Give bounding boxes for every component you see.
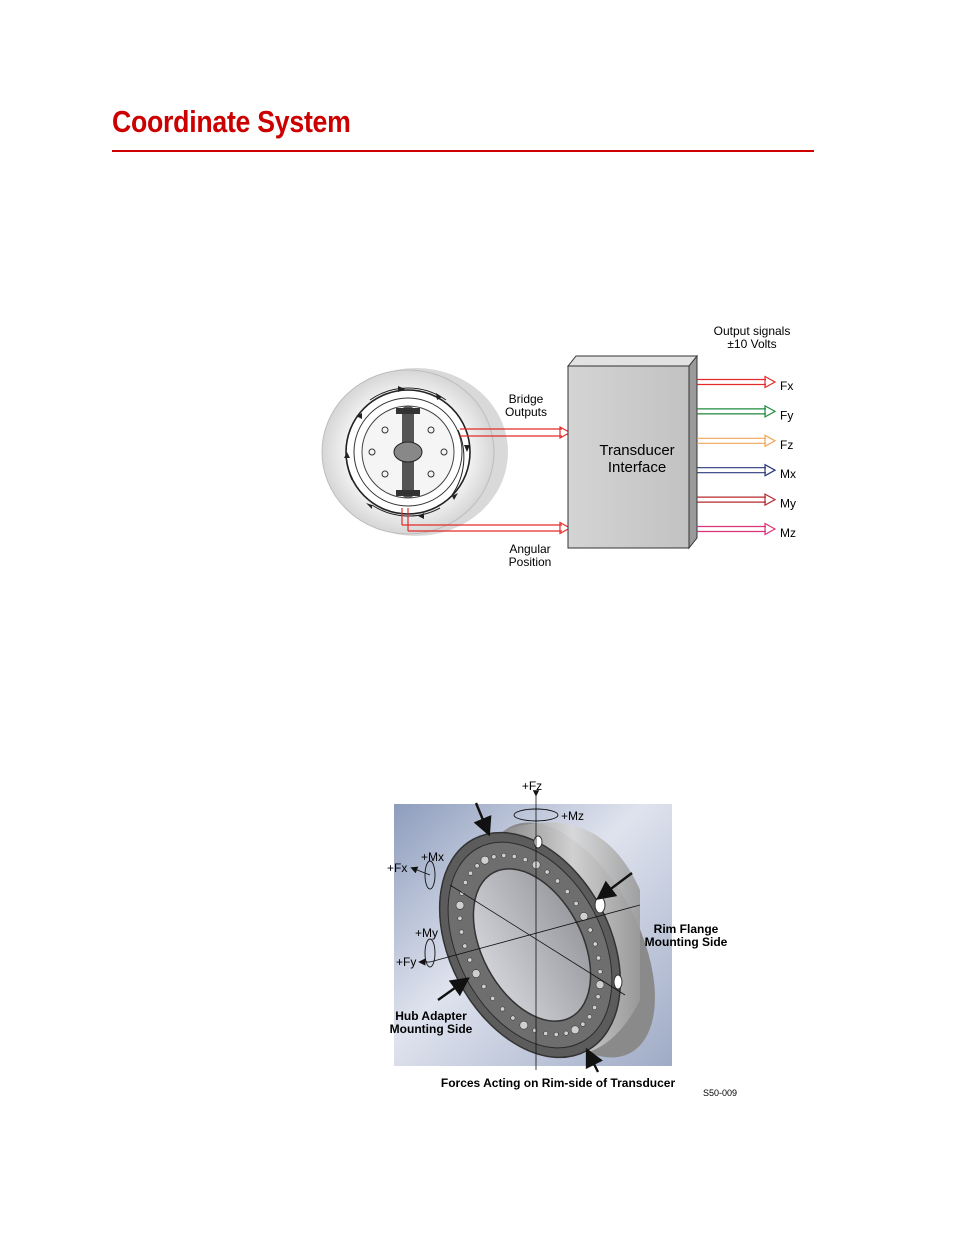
ring-hole bbox=[596, 956, 600, 960]
ring-hole bbox=[468, 871, 472, 875]
ring-hole bbox=[458, 916, 462, 920]
bridge-label-line2: Outputs bbox=[504, 405, 548, 419]
ring-hole bbox=[500, 1007, 504, 1011]
ring-hole bbox=[520, 1021, 528, 1029]
ring-hole bbox=[502, 853, 506, 857]
ring-hole bbox=[459, 930, 463, 934]
angular-label-line1: Angular bbox=[509, 542, 551, 556]
ring-hole bbox=[492, 855, 496, 859]
ring-hole bbox=[564, 1031, 568, 1035]
mx-label: +Mx bbox=[421, 850, 445, 864]
ring-hole bbox=[574, 901, 578, 905]
ring-hole bbox=[565, 889, 569, 893]
my-label: +My bbox=[415, 926, 439, 940]
ring-hole bbox=[472, 970, 480, 978]
ring-hole bbox=[511, 1016, 515, 1020]
ring-hole bbox=[593, 942, 597, 946]
ring-hole bbox=[475, 864, 479, 868]
signal-label-fx: Fx bbox=[780, 379, 794, 393]
ring-hole bbox=[596, 981, 604, 989]
ring-hole bbox=[596, 995, 600, 999]
mz-label: +Mz bbox=[561, 809, 585, 823]
ring-hole bbox=[463, 944, 467, 948]
box-label-line1: Transducer bbox=[599, 442, 675, 459]
ring-hole bbox=[592, 1005, 596, 1009]
fx-label: +Fx bbox=[387, 861, 408, 875]
ring-hole bbox=[544, 1031, 548, 1035]
ring-hole bbox=[598, 970, 602, 974]
fy-label: +Fy bbox=[396, 955, 417, 969]
ring-hole bbox=[555, 879, 559, 883]
ring-hole bbox=[523, 857, 527, 861]
output-header-line2: ±10 Volts bbox=[727, 337, 777, 351]
ring-hole bbox=[456, 901, 464, 909]
signal-label-fy: Fy bbox=[780, 408, 794, 423]
ring-hole bbox=[545, 870, 549, 874]
ring-hole bbox=[587, 1015, 591, 1019]
ring-hole bbox=[481, 856, 489, 864]
ring-hole bbox=[588, 928, 592, 932]
output-header-line1: Output signals bbox=[713, 324, 791, 338]
fz-label: +Fz bbox=[521, 779, 543, 793]
hub-label-line1: Hub Adapter bbox=[395, 1009, 467, 1023]
rim-label-line1: Rim Flange bbox=[653, 922, 719, 936]
signal-label-my: My bbox=[780, 496, 796, 511]
angular-label-line2: Position bbox=[508, 555, 552, 569]
ring-hole bbox=[468, 958, 472, 962]
signal-label-mz: Mz bbox=[780, 526, 796, 540]
hub-label-line2: Mounting Side bbox=[389, 1022, 473, 1036]
ring-hole bbox=[581, 1022, 585, 1026]
box-label-line2: Interface bbox=[607, 459, 667, 476]
ring-hole bbox=[463, 880, 467, 884]
signal-label-fz: Fz bbox=[780, 437, 794, 452]
figure-id: S50-009 bbox=[703, 1088, 738, 1098]
ring-hole bbox=[482, 984, 486, 988]
page-title: Coordinate System bbox=[112, 104, 351, 139]
ring-hole bbox=[491, 996, 495, 1000]
rim-label-line2: Mounting Side bbox=[644, 935, 728, 949]
bridge-label-line1: Bridge bbox=[508, 392, 544, 406]
ring-hole bbox=[571, 1026, 579, 1034]
signal-label-mx: Mx bbox=[780, 467, 796, 482]
ring-hole bbox=[512, 854, 516, 858]
ring-hole bbox=[554, 1032, 558, 1036]
figure-caption: Forces Acting on Rim-side of Transducer bbox=[440, 1076, 676, 1090]
